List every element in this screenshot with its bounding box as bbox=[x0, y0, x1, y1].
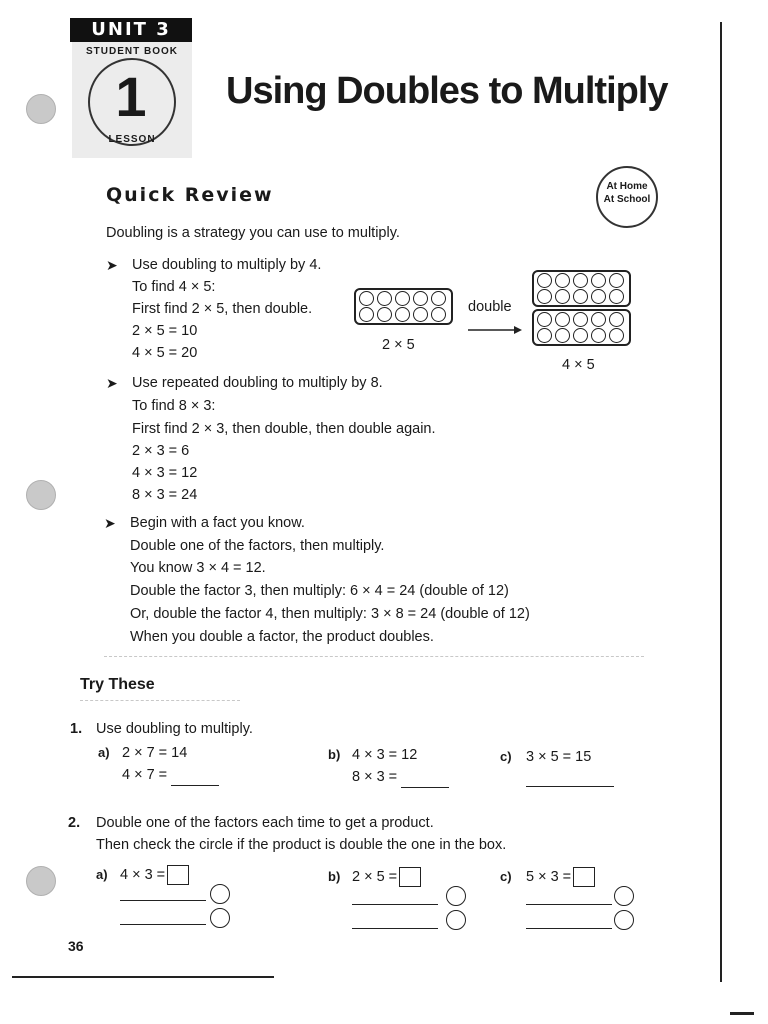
dot-array-2x5 bbox=[354, 288, 453, 325]
bullet3-line: You know 3 × 4 = 12. bbox=[130, 560, 266, 576]
q2a-check-circle-2[interactable] bbox=[210, 908, 230, 928]
try-these-heading: Try These bbox=[80, 676, 155, 693]
bullet-arrow-icon: ➤ bbox=[104, 515, 116, 531]
section-divider bbox=[104, 656, 644, 657]
page-edge-line bbox=[720, 22, 722, 982]
q2b-answer-box[interactable] bbox=[399, 867, 421, 887]
unit-tab: UNIT 3 bbox=[70, 18, 192, 42]
question-number: 1. bbox=[70, 721, 83, 737]
punch-hole-middle bbox=[26, 480, 56, 510]
bullet2-line: First find 2 × 3, then double, then double again. bbox=[132, 421, 436, 437]
quick-review-intro: Doubling is a strategy you can use to multiply. bbox=[106, 225, 400, 241]
q1b-fact: 4 × 3 = 12 bbox=[352, 747, 418, 763]
try-these-underline bbox=[80, 700, 240, 701]
q2b-label: b) bbox=[328, 869, 341, 884]
q1b-question bbox=[352, 766, 449, 788]
bullet3-title: Begin with a fact you know. bbox=[130, 515, 305, 531]
q1b-label: b) bbox=[328, 747, 341, 762]
bullet3-line: Or, double the factor 4, then multiply: 3 × 8 = 24 (double of 12) bbox=[130, 606, 530, 622]
bullet2-line: 8 × 3 = 24 bbox=[132, 487, 198, 503]
q2a-check-circle-1[interactable] bbox=[210, 884, 230, 904]
q2a-expr: 4 × 3 = bbox=[120, 867, 166, 883]
array-caption-4x5: 4 × 5 bbox=[562, 357, 595, 373]
stamp-line-2: At School bbox=[603, 194, 651, 205]
q2a-blank-1[interactable] bbox=[120, 888, 206, 901]
q2c-answer-box[interactable] bbox=[573, 867, 595, 887]
bullet2-line: 2 × 3 = 6 bbox=[132, 443, 190, 459]
bullet-arrow-icon: ➤ bbox=[106, 375, 118, 391]
q1c-answer-blank[interactable] bbox=[526, 770, 614, 787]
bullet-arrow-icon: ➤ bbox=[106, 257, 118, 273]
q2b-expr: 2 × 5 = bbox=[352, 869, 398, 885]
q2b-question bbox=[352, 866, 421, 888]
stamp-line-1: At Home bbox=[606, 181, 648, 192]
q1b-answer-blank[interactable] bbox=[401, 771, 449, 788]
punch-hole-top bbox=[26, 94, 56, 124]
q1a-label: a) bbox=[98, 745, 110, 760]
footer-rule bbox=[12, 976, 274, 978]
q2c-check-circle-2[interactable] bbox=[614, 910, 634, 930]
quick-review-heading: Quick Review bbox=[106, 184, 274, 206]
q1c-fact: 3 × 5 = 15 bbox=[526, 749, 592, 765]
q2a-answer-box[interactable] bbox=[167, 865, 189, 885]
page-title: Using Doubles to Multiply bbox=[226, 70, 668, 112]
lesson-number: 1 bbox=[115, 65, 147, 128]
bullet1-line: 4 × 5 = 20 bbox=[132, 345, 198, 361]
double-label: double bbox=[468, 299, 512, 315]
q1b-expr: 8 × 3 = bbox=[352, 769, 402, 785]
q2b-check-circle-2[interactable] bbox=[446, 910, 466, 930]
q2a-blank-2[interactable] bbox=[120, 912, 206, 925]
array-caption-2x5: 2 × 5 bbox=[382, 337, 415, 353]
page-number: 36 bbox=[68, 938, 84, 954]
bullet1-title: Use doubling to multiply by 4. bbox=[132, 257, 322, 273]
q1a-answer-blank[interactable] bbox=[171, 769, 219, 786]
q2b-check-circle-1[interactable] bbox=[446, 886, 466, 906]
q1c-label: c) bbox=[500, 749, 512, 764]
bullet1-line: To find 4 × 5: bbox=[132, 279, 216, 295]
bullet1-line: First find 2 × 5, then double. bbox=[132, 301, 313, 317]
q2a-label: a) bbox=[96, 867, 108, 882]
bullet3-line: Double the factor 3, then multiply: 6 × 4 = 24 (double of 12) bbox=[130, 583, 509, 599]
corner-mark bbox=[730, 1012, 754, 1015]
q2c-label: c) bbox=[500, 869, 512, 884]
q2c-check-circle-1[interactable] bbox=[614, 886, 634, 906]
q1a-expr: 4 × 7 = bbox=[122, 767, 172, 783]
question-number: 2. bbox=[68, 815, 81, 831]
dot-array-4x5 bbox=[532, 270, 631, 346]
bullet3-line: When you double a factor, the product doubles. bbox=[130, 629, 434, 645]
bullet3-line: Double one of the factors, then multiply. bbox=[130, 538, 385, 554]
q2c-blank-1[interactable] bbox=[526, 892, 612, 905]
punch-hole-bottom bbox=[26, 866, 56, 896]
bullet2-title: Use repeated doubling to multiply by 8. bbox=[132, 375, 383, 391]
q2b-blank-1[interactable] bbox=[352, 892, 438, 905]
q2c-expr: 5 × 3 = bbox=[526, 869, 572, 885]
home-school-stamp bbox=[596, 166, 658, 228]
bullet2-line: To find 8 × 3: bbox=[132, 398, 216, 414]
q1a-fact: 2 × 7 = 14 bbox=[122, 745, 188, 761]
q2c-blank-2[interactable] bbox=[526, 916, 612, 929]
q2-prompt-line1: Double one of the factors each time to get a product. bbox=[96, 815, 434, 831]
q2-prompt-line2: Then check the circle if the product is double the one in the box. bbox=[96, 837, 507, 853]
bullet1-line: 2 × 5 = 10 bbox=[132, 323, 198, 339]
q2a-question bbox=[120, 864, 189, 886]
q2b-blank-2[interactable] bbox=[352, 916, 438, 929]
q1-prompt: Use doubling to multiply. bbox=[96, 721, 253, 737]
q1a-question bbox=[122, 764, 219, 786]
badge-bottom-text: LESSON bbox=[108, 134, 156, 145]
badge-top-text: STUDENT BOOK bbox=[86, 46, 178, 57]
double-arrow-icon bbox=[468, 322, 522, 340]
q2c-question bbox=[526, 866, 595, 888]
bullet2-line: 4 × 3 = 12 bbox=[132, 465, 198, 481]
